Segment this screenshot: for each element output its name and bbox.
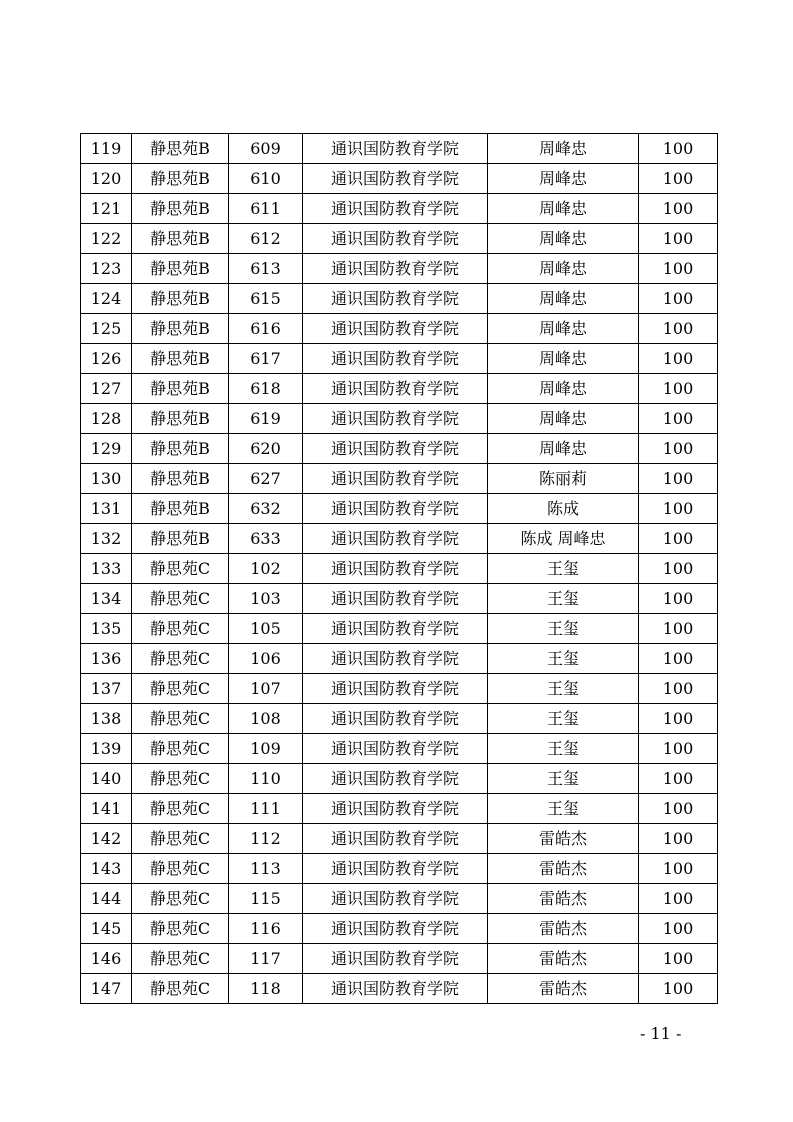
person-in-charge-cell: 王玺 [488,704,639,734]
college-cell: 通识国防教育学院 [303,554,488,584]
table-row [81,554,718,584]
room-number-cell: 611 [229,194,303,224]
building-cell: 静思苑C [132,854,229,884]
room-number-cell: 103 [229,584,303,614]
table-row [81,314,718,344]
score-cell: 100 [639,644,718,674]
score-cell: 100 [639,614,718,644]
building-cell: 静思苑C [132,674,229,704]
building-cell: 静思苑B [132,344,229,374]
building-cell: 静思苑B [132,134,229,164]
college-cell: 通识国防教育学院 [303,434,488,464]
table-row [81,224,718,254]
row-number-cell: 135 [81,614,132,644]
building-cell: 静思苑C [132,584,229,614]
person-in-charge-cell: 雷皓杰 [488,824,639,854]
building-cell: 静思苑B [132,254,229,284]
person-in-charge-cell: 王玺 [488,794,639,824]
person-in-charge-cell: 周峰忠 [488,284,639,314]
table-row [81,794,718,824]
person-in-charge-cell: 王玺 [488,674,639,704]
room-number-cell: 107 [229,674,303,704]
person-in-charge-cell: 雷皓杰 [488,944,639,974]
room-number-cell: 627 [229,464,303,494]
row-number-cell: 139 [81,734,132,764]
score-cell: 100 [639,434,718,464]
college-cell: 通识国防教育学院 [303,914,488,944]
building-cell: 静思苑B [132,524,229,554]
table-row [81,374,718,404]
table-body [81,134,718,1004]
row-number-cell: 121 [81,194,132,224]
row-number-cell: 140 [81,764,132,794]
college-cell: 通识国防教育学院 [303,314,488,344]
score-cell: 100 [639,164,718,194]
table-row [81,944,718,974]
dorm-inspection-table [80,133,718,1004]
person-in-charge-cell: 王玺 [488,554,639,584]
row-number-cell: 123 [81,254,132,284]
room-number-cell: 116 [229,914,303,944]
score-cell: 100 [639,554,718,584]
building-cell: 静思苑B [132,194,229,224]
person-in-charge-cell: 雷皓杰 [488,914,639,944]
table-row [81,914,718,944]
row-number-cell: 129 [81,434,132,464]
building-cell: 静思苑B [132,404,229,434]
row-number-cell: 122 [81,224,132,254]
building-cell: 静思苑B [132,434,229,464]
room-number-cell: 113 [229,854,303,884]
table-row [81,164,718,194]
college-cell: 通识国防教育学院 [303,794,488,824]
building-cell: 静思苑C [132,734,229,764]
table-row [81,734,718,764]
row-number-cell: 136 [81,644,132,674]
building-cell: 静思苑C [132,944,229,974]
table-row [81,764,718,794]
row-number-cell: 130 [81,464,132,494]
person-in-charge-cell: 陈丽莉 [488,464,639,494]
room-number-cell: 617 [229,344,303,374]
score-cell: 100 [639,194,718,224]
building-cell: 静思苑C [132,644,229,674]
person-in-charge-cell: 周峰忠 [488,164,639,194]
score-cell: 100 [639,884,718,914]
person-in-charge-cell: 周峰忠 [488,434,639,464]
score-cell: 100 [639,404,718,434]
table-row [81,524,718,554]
room-number-cell: 619 [229,404,303,434]
room-number-cell: 106 [229,644,303,674]
row-number-cell: 119 [81,134,132,164]
college-cell: 通识国防教育学院 [303,404,488,434]
building-cell: 静思苑C [132,974,229,1004]
building-cell: 静思苑B [132,164,229,194]
score-cell: 100 [639,704,718,734]
person-in-charge-cell: 周峰忠 [488,224,639,254]
building-cell: 静思苑C [132,704,229,734]
building-cell: 静思苑B [132,224,229,254]
college-cell: 通识国防教育学院 [303,254,488,284]
row-number-cell: 126 [81,344,132,374]
college-cell: 通识国防教育学院 [303,284,488,314]
room-number-cell: 110 [229,764,303,794]
room-number-cell: 613 [229,254,303,284]
college-cell: 通识国防教育学院 [303,644,488,674]
score-cell: 100 [639,854,718,884]
row-number-cell: 132 [81,524,132,554]
table-row [81,854,718,884]
college-cell: 通识国防教育学院 [303,224,488,254]
room-number-cell: 108 [229,704,303,734]
college-cell: 通识国防教育学院 [303,734,488,764]
score-cell: 100 [639,284,718,314]
person-in-charge-cell: 周峰忠 [488,404,639,434]
college-cell: 通识国防教育学院 [303,194,488,224]
score-cell: 100 [639,314,718,344]
college-cell: 通识国防教育学院 [303,494,488,524]
score-cell: 100 [639,674,718,704]
college-cell: 通识国防教育学院 [303,344,488,374]
room-number-cell: 117 [229,944,303,974]
building-cell: 静思苑C [132,794,229,824]
score-cell: 100 [639,944,718,974]
college-cell: 通识国防教育学院 [303,764,488,794]
row-number-cell: 147 [81,974,132,1004]
table-row [81,434,718,464]
building-cell: 静思苑B [132,314,229,344]
building-cell: 静思苑B [132,464,229,494]
table-row [81,194,718,224]
row-number-cell: 133 [81,554,132,584]
college-cell: 通识国防教育学院 [303,884,488,914]
table-row [81,884,718,914]
person-in-charge-cell: 王玺 [488,644,639,674]
building-cell: 静思苑C [132,764,229,794]
room-number-cell: 610 [229,164,303,194]
person-in-charge-cell: 陈成 [488,494,639,524]
college-cell: 通识国防教育学院 [303,164,488,194]
table-row [81,464,718,494]
room-number-cell: 112 [229,824,303,854]
college-cell: 通识国防教育学院 [303,944,488,974]
score-cell: 100 [639,824,718,854]
room-number-cell: 615 [229,284,303,314]
table-row [81,674,718,704]
building-cell: 静思苑C [132,614,229,644]
room-number-cell: 616 [229,314,303,344]
score-cell: 100 [639,224,718,254]
building-cell: 静思苑C [132,824,229,854]
room-number-cell: 633 [229,524,303,554]
score-cell: 100 [639,524,718,554]
room-number-cell: 612 [229,224,303,254]
score-cell: 100 [639,764,718,794]
row-number-cell: 134 [81,584,132,614]
room-number-cell: 618 [229,374,303,404]
building-cell: 静思苑C [132,914,229,944]
row-number-cell: 131 [81,494,132,524]
table-row [81,494,718,524]
person-in-charge-cell: 雷皓杰 [488,884,639,914]
row-number-cell: 125 [81,314,132,344]
building-cell: 静思苑C [132,884,229,914]
table-row [81,974,718,1004]
college-cell: 通识国防教育学院 [303,674,488,704]
person-in-charge-cell: 周峰忠 [488,344,639,374]
row-number-cell: 138 [81,704,132,734]
row-number-cell: 127 [81,374,132,404]
table-row [81,824,718,854]
person-in-charge-cell: 陈成 周峰忠 [488,524,639,554]
person-in-charge-cell: 雷皓杰 [488,974,639,1004]
score-cell: 100 [639,734,718,764]
table-row [81,284,718,314]
score-cell: 100 [639,464,718,494]
row-number-cell: 144 [81,884,132,914]
room-number-cell: 118 [229,974,303,1004]
page-number: - 11 - [640,1024,682,1043]
row-number-cell: 142 [81,824,132,854]
person-in-charge-cell: 周峰忠 [488,374,639,404]
room-number-cell: 105 [229,614,303,644]
person-in-charge-cell: 周峰忠 [488,194,639,224]
row-number-cell: 124 [81,284,132,314]
college-cell: 通识国防教育学院 [303,374,488,404]
table-row [81,644,718,674]
person-in-charge-cell: 王玺 [488,734,639,764]
person-in-charge-cell: 王玺 [488,614,639,644]
table-row [81,344,718,374]
row-number-cell: 137 [81,674,132,704]
score-cell: 100 [639,254,718,284]
score-cell: 100 [639,344,718,374]
table-row [81,254,718,284]
table-row [81,134,718,164]
row-number-cell: 141 [81,794,132,824]
row-number-cell: 120 [81,164,132,194]
college-cell: 通识国防教育学院 [303,704,488,734]
score-cell: 100 [639,914,718,944]
person-in-charge-cell: 周峰忠 [488,134,639,164]
table-row [81,404,718,434]
score-cell: 100 [639,134,718,164]
person-in-charge-cell: 周峰忠 [488,254,639,284]
score-cell: 100 [639,584,718,614]
college-cell: 通识国防教育学院 [303,824,488,854]
building-cell: 静思苑B [132,284,229,314]
score-cell: 100 [639,494,718,524]
college-cell: 通识国防教育学院 [303,524,488,554]
room-number-cell: 115 [229,884,303,914]
building-cell: 静思苑B [132,374,229,404]
building-cell: 静思苑C [132,554,229,584]
score-cell: 100 [639,794,718,824]
table-row [81,704,718,734]
score-cell: 100 [639,374,718,404]
building-cell: 静思苑B [132,494,229,524]
table-row [81,614,718,644]
college-cell: 通识国防教育学院 [303,614,488,644]
college-cell: 通识国防教育学院 [303,584,488,614]
room-number-cell: 109 [229,734,303,764]
room-number-cell: 632 [229,494,303,524]
person-in-charge-cell: 王玺 [488,584,639,614]
row-number-cell: 143 [81,854,132,884]
person-in-charge-cell: 周峰忠 [488,314,639,344]
row-number-cell: 145 [81,914,132,944]
college-cell: 通识国防教育学院 [303,854,488,884]
room-number-cell: 620 [229,434,303,464]
row-number-cell: 146 [81,944,132,974]
row-number-cell: 128 [81,404,132,434]
person-in-charge-cell: 雷皓杰 [488,854,639,884]
table-row [81,584,718,614]
score-cell: 100 [639,974,718,1004]
college-cell: 通识国防教育学院 [303,134,488,164]
room-number-cell: 609 [229,134,303,164]
college-cell: 通识国防教育学院 [303,464,488,494]
room-number-cell: 111 [229,794,303,824]
person-in-charge-cell: 王玺 [488,764,639,794]
room-number-cell: 102 [229,554,303,584]
college-cell: 通识国防教育学院 [303,974,488,1004]
